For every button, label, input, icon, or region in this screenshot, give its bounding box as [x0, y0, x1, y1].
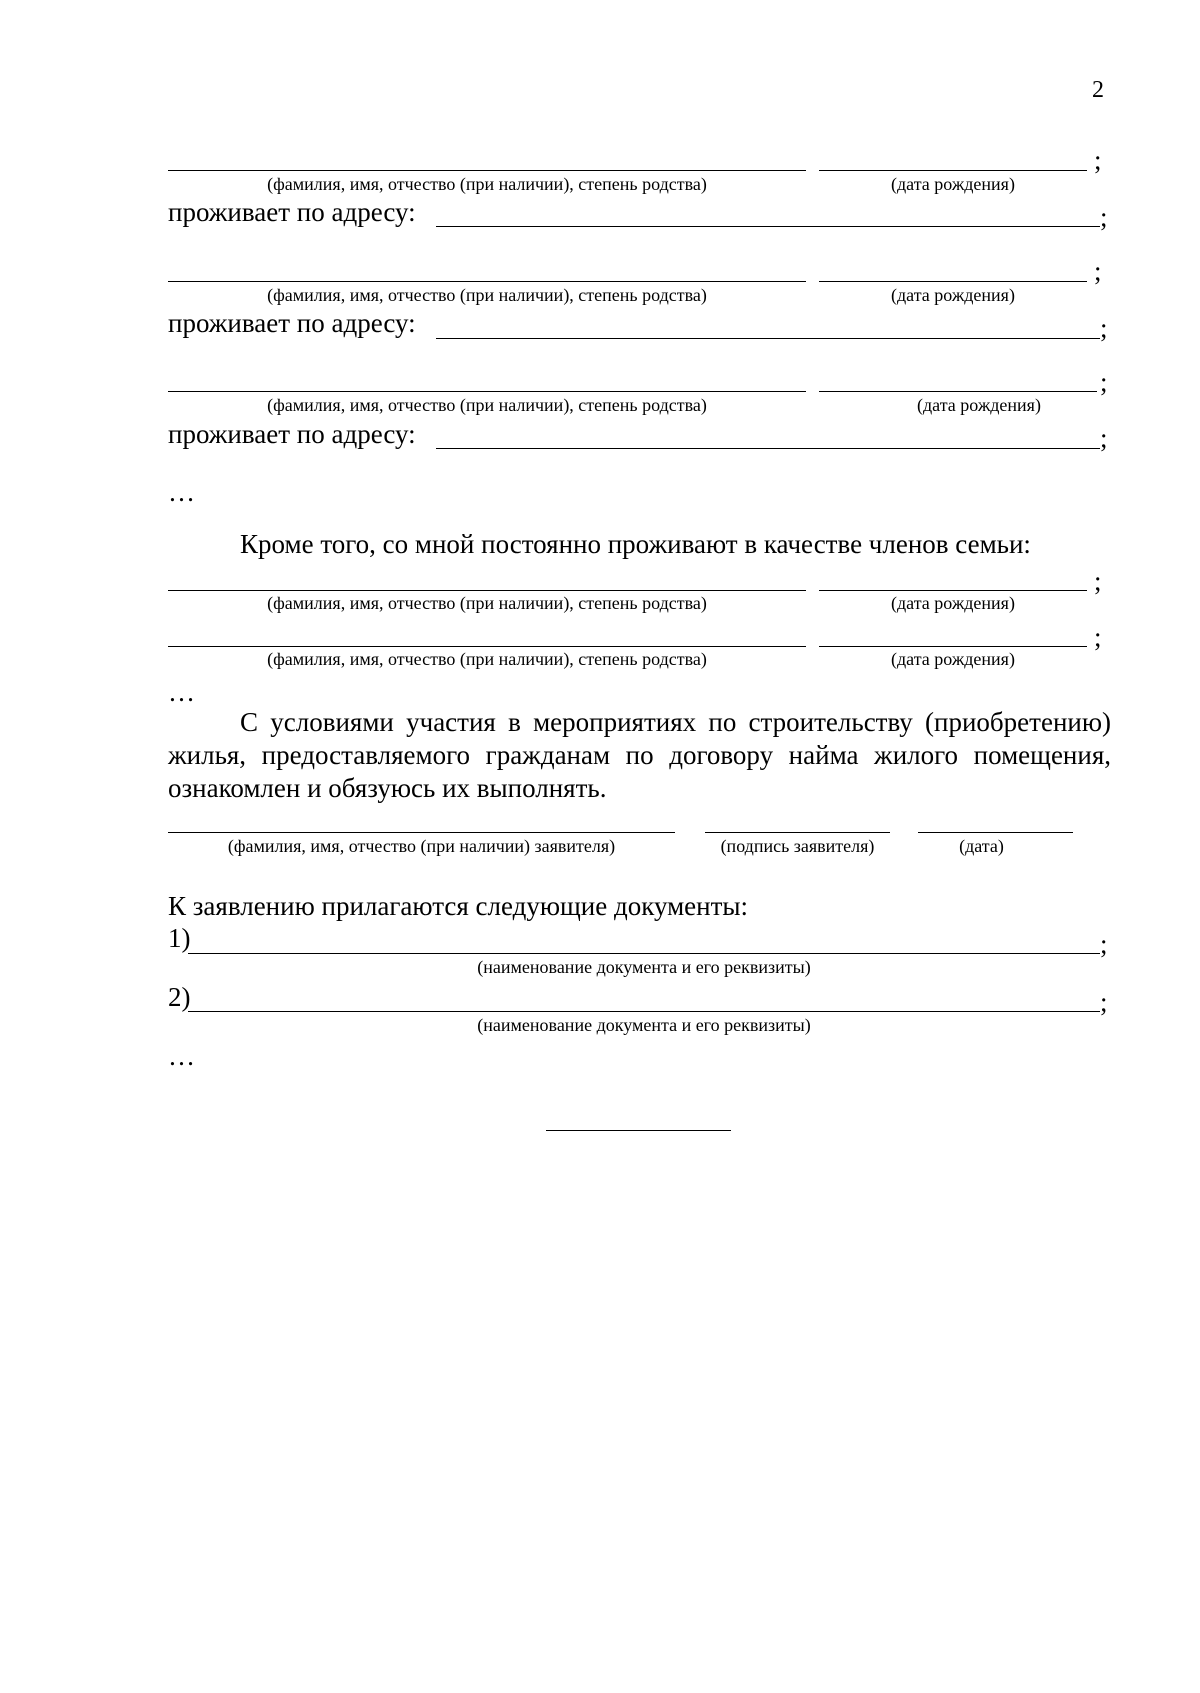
- fio-caption: (фамилия, имя, отчество (при наличии), степень родства): [267, 174, 707, 194]
- document-caption: (наименование документа и его реквизиты): [477, 1015, 811, 1035]
- semicolon: ;: [1094, 256, 1102, 286]
- conditions-paragraph: С условиями участия в мероприятиях по строительству (приобретению) жилья, предоставляемого гражданам по договору найма жилого помещения, ознакомлен и обязуюсь их выполнять.: [168, 707, 1111, 803]
- birth-date-caption: (дата рождения): [891, 649, 1015, 669]
- fio-field[interactable]: [168, 646, 806, 647]
- fio-field[interactable]: [168, 590, 806, 591]
- family-intro: Кроме того, со мной постоянно проживают в качестве членов семьи:: [240, 529, 1031, 559]
- applicant-fio-caption: (фамилия, имя, отчество (при наличии) заявителя): [227, 836, 616, 856]
- fio-caption: (фамилия, имя, отчество (при наличии), степень родства): [267, 649, 707, 669]
- birth-date-caption: (дата рождения): [891, 593, 1015, 613]
- address-field[interactable]: [436, 448, 1100, 449]
- page-number: 2: [1092, 77, 1104, 103]
- birth-date-field[interactable]: [819, 646, 1087, 647]
- document-field[interactable]: [188, 1011, 1100, 1012]
- fio-field[interactable]: [168, 391, 806, 392]
- item-number: 1): [168, 923, 191, 953]
- date-caption: (дата): [959, 836, 1004, 856]
- applicant-fio-field[interactable]: [168, 832, 675, 833]
- fio-caption: (фамилия, имя, отчество (при наличии), степень родства): [267, 395, 707, 415]
- signature-caption: (подпись заявителя): [720, 836, 875, 856]
- fio-field[interactable]: [168, 281, 806, 282]
- attachments-heading: К заявлению прилагаются следующие документы:: [168, 891, 749, 921]
- item-number: 2): [168, 982, 191, 1012]
- birth-date-field[interactable]: [819, 281, 1087, 282]
- semicolon: ;: [1100, 987, 1108, 1017]
- birth-date-field[interactable]: [819, 170, 1087, 171]
- end-divider: [546, 1130, 731, 1131]
- birth-date-field[interactable]: [819, 590, 1087, 591]
- semicolon: ;: [1100, 313, 1108, 343]
- document-field[interactable]: [188, 953, 1100, 954]
- ellipsis: …: [168, 477, 195, 507]
- fio-caption: (фамилия, имя, отчество (при наличии), степень родства): [267, 285, 707, 305]
- semicolon: ;: [1100, 423, 1108, 453]
- fio-field[interactable]: [168, 170, 806, 171]
- fio-caption: (фамилия, имя, отчество (при наличии), степень родства): [267, 593, 707, 613]
- semicolon: ;: [1100, 367, 1108, 397]
- address-field[interactable]: [436, 338, 1100, 339]
- ellipsis: …: [168, 1041, 195, 1071]
- address-label: проживает по адресу:: [168, 197, 416, 227]
- semicolon: ;: [1094, 622, 1102, 652]
- ellipsis: …: [168, 677, 195, 707]
- birth-date-caption: (дата рождения): [917, 395, 1041, 415]
- address-field[interactable]: [436, 226, 1100, 227]
- birth-date-caption: (дата рождения): [891, 285, 1015, 305]
- semicolon: ;: [1100, 202, 1108, 232]
- semicolon: ;: [1094, 145, 1102, 175]
- birth-date-field[interactable]: [819, 391, 1097, 392]
- semicolon: ;: [1100, 929, 1108, 959]
- signature-field[interactable]: [705, 832, 890, 833]
- document-caption: (наименование документа и его реквизиты): [477, 957, 811, 977]
- address-label: проживает по адресу:: [168, 419, 416, 449]
- address-label: проживает по адресу:: [168, 308, 416, 338]
- date-field[interactable]: [918, 832, 1073, 833]
- birth-date-caption: (дата рождения): [891, 174, 1015, 194]
- semicolon: ;: [1094, 566, 1102, 596]
